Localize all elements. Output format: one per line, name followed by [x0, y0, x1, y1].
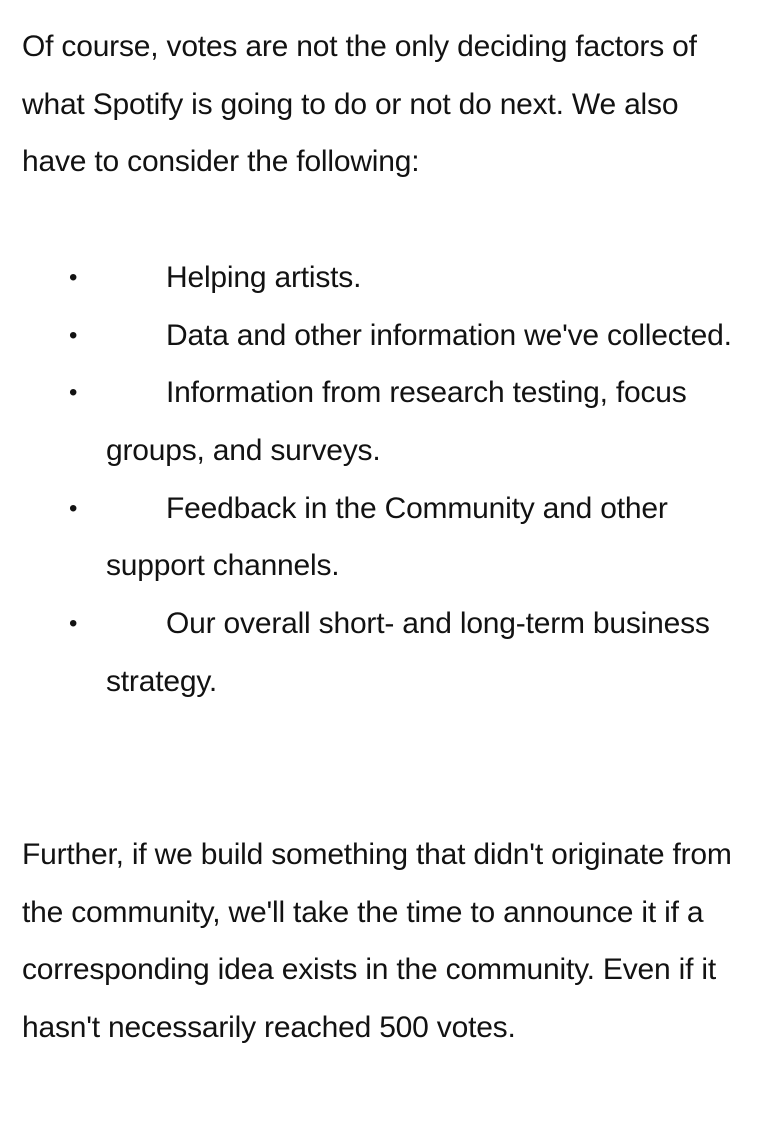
- list-item-text: Information from research testing, focus groups, and surveys.: [106, 376, 687, 467]
- list-item: [69, 595, 738, 710]
- spacer: [22, 710, 738, 768]
- list-item-text: Our overall short- and long-term business strategy.: [106, 607, 710, 698]
- list-item: [69, 249, 738, 307]
- bullet-icon: •: [69, 494, 78, 522]
- list-item-text: Data and other information we've collected.: [166, 318, 732, 352]
- list-item: [69, 480, 738, 595]
- factors-list: [22, 249, 738, 711]
- article-body: [22, 18, 738, 1057]
- spacer: [22, 191, 738, 249]
- list-item: [69, 364, 738, 479]
- intro-paragraph: Of course, votes are not the only deciding factors of what Spotify is going to do or not do next. We also have to consider the following:: [22, 30, 697, 179]
- spacer: [22, 768, 738, 826]
- bullet-icon: •: [69, 610, 78, 638]
- bullet-icon: •: [69, 379, 78, 407]
- list-item-text: Feedback in the Community and other support channels.: [106, 491, 668, 583]
- bullet-icon: •: [69, 321, 78, 349]
- bullet-icon: •: [69, 263, 78, 291]
- closing-paragraph: Further, if we build something that didn't originate from the community, we'll take the time to announce it if a corresponding idea exists in the community. Even if it hasn't necessarily reached 500 votes.: [22, 837, 732, 1044]
- list-item-text: Helping artists.: [166, 260, 362, 294]
- list-item: [69, 307, 738, 365]
